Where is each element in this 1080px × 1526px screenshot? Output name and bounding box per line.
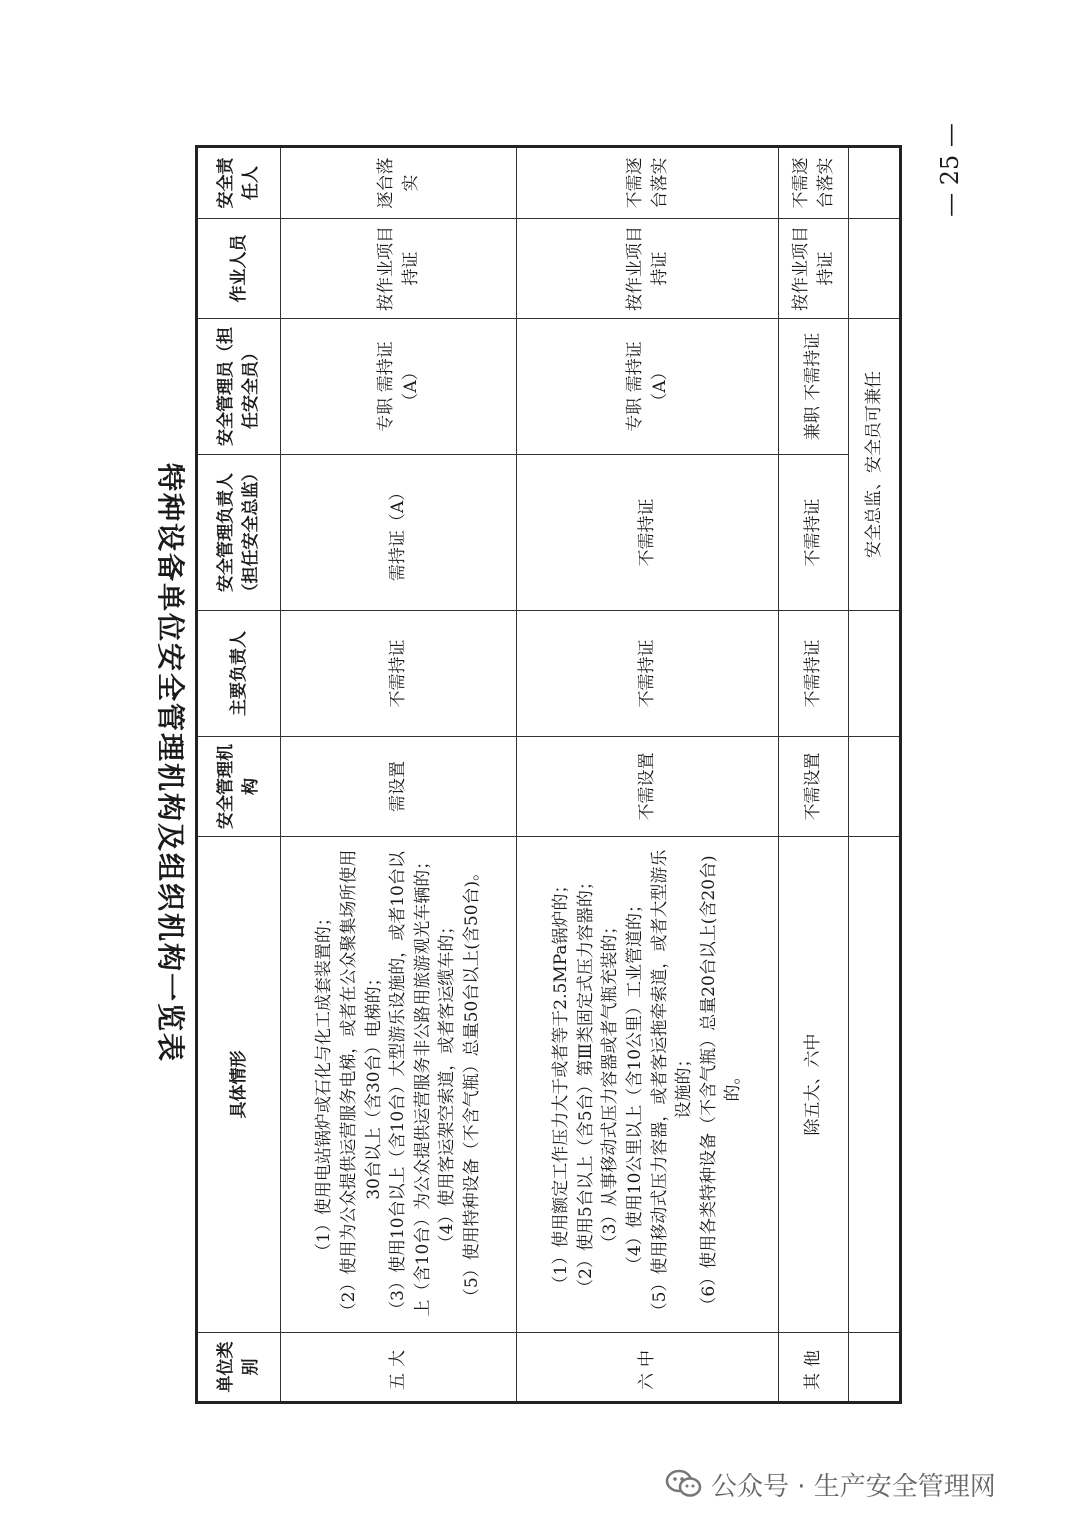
wechat-icon: [665, 1468, 703, 1500]
condition-item: （1）使用额定工作压力大于或者等于2.5MPa锅炉的；: [550, 876, 571, 1293]
row-org: 不需设置: [517, 737, 779, 837]
condition-item: （2）使用为公众提供运营服务电梯，或者在公众聚集场所使用30台以上（含30台）电梯的；: [338, 849, 384, 1320]
header-category: 单位类别: [197, 1333, 281, 1403]
header-org: 安全管理机构: [197, 737, 281, 837]
header-operator: 作业人员: [197, 219, 281, 319]
header-conditions: 具体情形: [197, 837, 281, 1333]
condition-item: （1）使用电站锅炉或石化与化工成套装置的；: [314, 909, 335, 1260]
row-responsible: 不需逐台落实: [779, 147, 849, 219]
row-operator: 按作业项目持证: [517, 219, 779, 319]
condition-item: （3）从事移动式压力容器或者气瓶充装的；: [600, 917, 621, 1252]
table-row: [779, 147, 849, 1403]
condition-item: （3）使用10台以上（含10台）大型游乐设施的，或者10台以上（含10台）为公众提供运营服务非公路用旅游观光车辆的；: [388, 851, 433, 1318]
watermark-text: 公众号 · 生产安全管理网: [711, 1471, 996, 1502]
watermark: [665, 1464, 996, 1504]
row-main-person: 不需持证: [779, 611, 849, 737]
condition-item: 除五大、六中: [803, 1033, 824, 1136]
table-row: [281, 147, 517, 1403]
row-safety-officer: 兼职 不需持证: [779, 319, 849, 455]
row-category: 五大: [281, 1333, 517, 1403]
condition-item: （5）使用特种设备（不含气瓶）总量50台以上(含50台)。: [462, 863, 483, 1306]
condition-item: （5）使用移动式压力容器，或者客运拖牵索道，或者大型游乐设施的；: [649, 849, 695, 1320]
row-org: 需设置: [281, 737, 517, 837]
row-operator: 按作业项目持证: [281, 219, 517, 319]
header-safety-manager: 安全管理负责人（担任安全总监）: [197, 455, 281, 611]
row-main-person: 不需持证: [281, 611, 517, 737]
condition-item: （2）使用5台以上（含5台）第Ⅲ类固定式压力容器的；: [575, 873, 596, 1296]
condition-item: （4）使用10公里以上（含10公里）工业管道的；: [624, 895, 645, 1274]
row-org: 不需设置: [779, 737, 849, 837]
row-main-person: 不需持证: [517, 611, 779, 737]
table-row: [517, 147, 779, 1403]
row-conditions: [517, 837, 779, 1333]
row-safety-manager: 不需持证: [779, 455, 849, 611]
table-note-row: [849, 147, 901, 1403]
row-responsible: 不需逐台落实: [517, 147, 779, 219]
safety-org-table: [195, 145, 902, 1404]
row-operator: 按作业项目持证: [779, 219, 849, 319]
header-main-person: 主要负责人: [197, 611, 281, 737]
row-conditions: [281, 837, 517, 1333]
row-conditions: [779, 837, 849, 1333]
row-responsible: 逐台落实: [281, 147, 517, 219]
page-number: — 25 —: [936, 123, 964, 217]
condition-item: （4）使用客运架空索道，或者客运缆车的；: [437, 917, 458, 1252]
row-category: 六中: [517, 1333, 779, 1403]
page-title: 特种设备单位安全管理机构及组织机构一览表: [154, 462, 187, 1063]
table-note: 安全总监、安全员可兼任: [849, 319, 901, 611]
table-header-row: [197, 147, 281, 1403]
row-safety-officer: 专职 需持证（A）: [517, 319, 779, 455]
row-safety-manager: 需持证（A）: [281, 455, 517, 611]
header-safety-officer: 安全管理员（担任安全员）: [197, 319, 281, 455]
header-responsible: 安全责任人: [197, 147, 281, 219]
condition-item: （6）使用各类特种设备（不含气瓶）总量20台以上(含20台)的。: [698, 855, 744, 1314]
row-safety-manager: 不需持证: [517, 455, 779, 611]
row-safety-officer: 专职 需持证（A）: [281, 319, 517, 455]
row-category: 其他: [779, 1333, 849, 1403]
